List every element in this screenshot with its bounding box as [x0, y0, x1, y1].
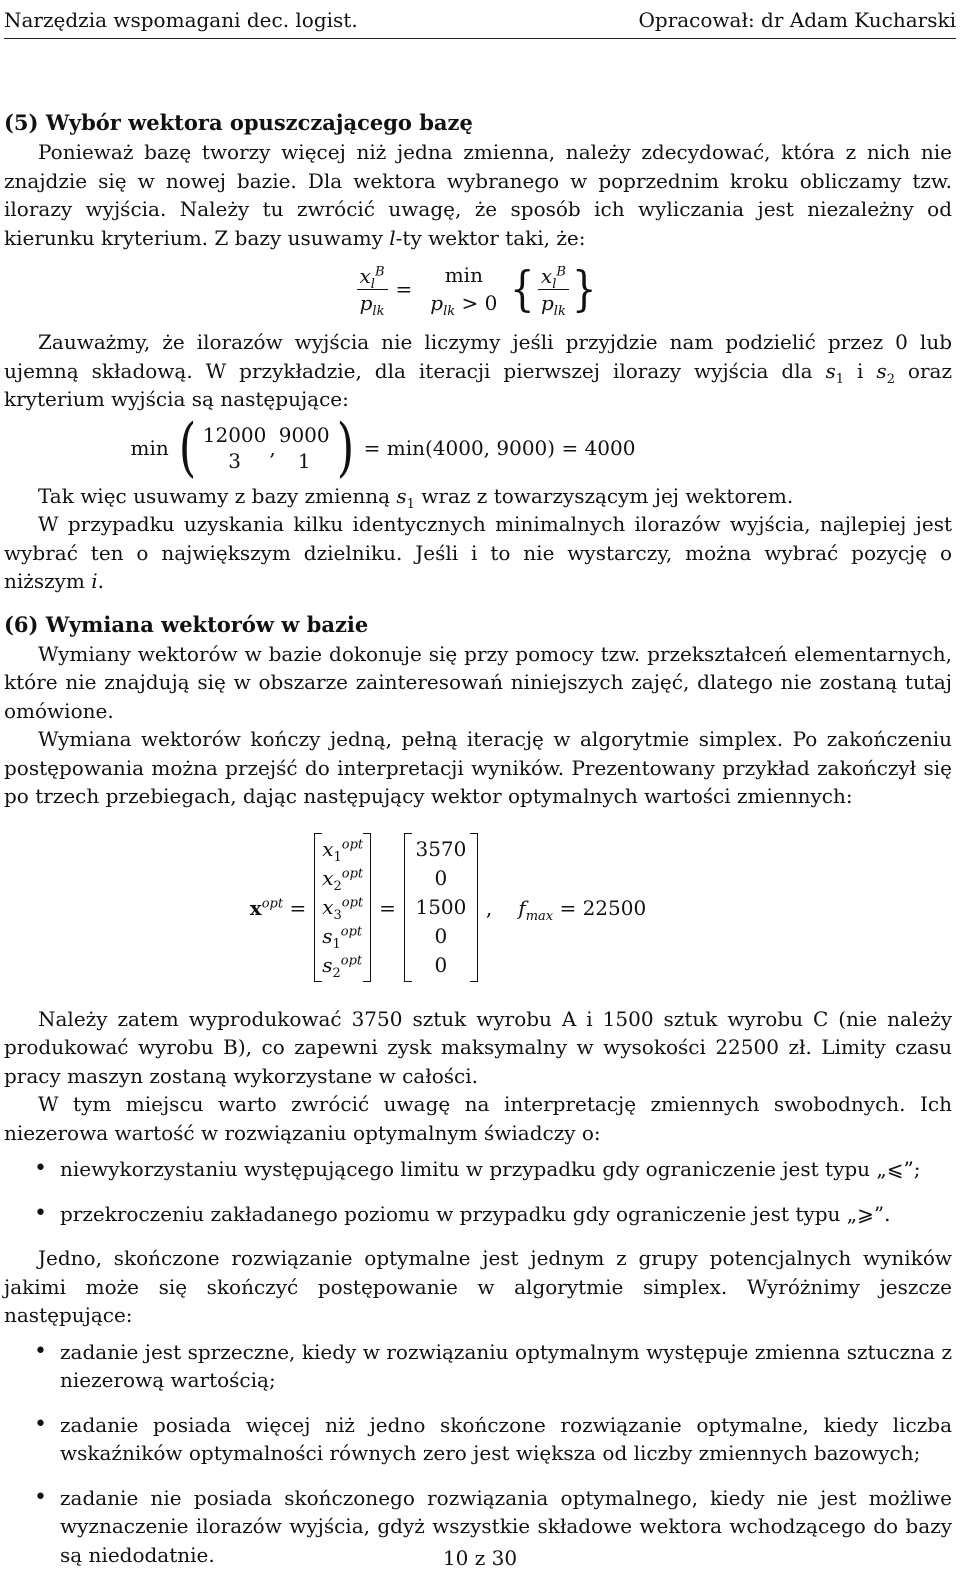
section-5-paragraph-3: Tak więc usuwamy z bazy zmienną $s_1$ wraz z towarzyszącym jej wektorem.: [38, 483, 794, 512]
variable-entry: $s_1^{opt}$: [322, 924, 363, 952]
list-item: • przekroczeniu zakładanego poziomu w przypadku gdy ograniczenie jest typu „⩾”.: [4, 1200, 952, 1229]
section-5-title: (5) Wybór wektora opuszczającego bazę: [4, 110, 473, 135]
section-6-paragraph-3: Należy zatem wyprodukować 3750 sztuk wyrobu A i 1500 sztuk wyrobu C (nie należy produkować wyrobu B), co zapewni zysk maksymalny w wysokości 22500 zł. Limity czasu pracy maszyn zostaną wykorzystane w całości.: [4, 1006, 952, 1088]
ratio-rhs: $\frac{x_l^B}{p_{lk}}$: [538, 263, 569, 316]
list-item: • zadanie posiada więcej niż jedno skończone rozwiązanie optymalne, kiedy liczba wskaźników optymalności równych zero jest większa od liczby zmiennych bazowych;: [4, 1411, 952, 1468]
page-content: [4, 108, 952, 1585]
optimal-vector-formula: $x^{opt}$ = $x_1^{opt}$ $x_2^{opt}$ $x_3^{opt}$ $s_1^{opt}$ $s_2^{opt}$ = 3570 0 1500 0 0 , $f_{max} = 22500$: [4, 823, 952, 993]
slack-interpretation-list: [4, 1155, 952, 1228]
section-6-paragraph-5: Jedno, skończone rozwiązanie optymalne jest jednym z grupy potencjalnych wyników jakimi może się skończyć postępowanie w algorytmie simplex. Wyróżnimy jeszcze następujące:: [4, 1246, 952, 1327]
header-left: Narzędzia wspomagani dec. logist.: [4, 8, 358, 32]
section-6-paragraph-1: Wymiany wektorów w bazie dokonuje się przy pomocy tzw. przekształceń elementarnych, które nie znajdują się w obszarze zainteresowań niniejszych zajęć, dlatego nie zostaną tutaj omówione.: [4, 641, 952, 723]
variable-entry: $x_2^{opt}$: [322, 866, 364, 894]
example-ratio-formula: min ( 12000 3 , 9000 1 ) = min(4000, 9000) = 4000: [130, 410, 636, 485]
variable-entry: $s_2^{opt}$: [322, 953, 363, 981]
list-item: • zadanie nie posiada skończonego rozwiązania optymalnego, kiedy nie jest możliwe wyznaczenie ilorazów wyjścia, gdyż wszystkie składowe wektora wchodzącego do bazy są niedodatnie.: [4, 1484, 952, 1570]
section-5-paragraph-4: W przypadku uzyskania kilku identycznych minimalnych ilorazów wyjścia, najlepiej jest wybrać ten o największym dzielniku. Jeśli i to nie wystarczy, można wybrać pozycję o niższym i.: [4, 512, 952, 593]
leaving-vector-formula: $\frac{x_l^B}{p_{lk}}$ = min $p_{lk} > 0$ { $\frac{x_l^B}{p_{lk}}$ }: [4, 256, 952, 322]
page-number: 10 z 30: [442, 1546, 518, 1570]
header-right: Opracował: dr Adam Kucharski: [638, 8, 956, 32]
section-6-title: (6) Wymiana wektorów w bazie: [4, 611, 369, 637]
section-5-paragraph-1: Ponieważ bazę tworzy więcej niż jedna zmienna, należy zdecydować, która z nich nie znajdzie się w nowej bazie. Dla wektora wybranego w poprzednim kroku obliczamy tzw. ilorazy wyjścia. Należy tu zwrócić uwagę, że sposób ich wyliczania jest niezależny od kierunku kryterium. Z bazy usuwamy l-ty wektor taki, że:: [4, 140, 952, 250]
section-5-paragraph-2: Zauważmy, że ilorazów wyjścia nie liczymy jeśli przyjdzie nam podzielić przez 0 lub ujemną składową. W przykładzie, dla iteracji pierwszej ilorazy wyjścia dla $s_1$ i $s_2$ oraz kryterium wyjścia są następujące:: [4, 330, 952, 411]
value-entry: 0: [434, 866, 448, 890]
variable-vector: [314, 833, 371, 982]
special-cases-list: [4, 1338, 952, 1570]
section-6-paragraph-2: Wymiana wektorów kończy jedną, pełną iterację w algorytmie simplex. Po zakończeniu postępowania można przejść do interpretacji wyników. Prezentowany przykład zakończył się po trzech przebiegach, dając następujący wektor optymalnych wartości zmiennych:: [4, 727, 952, 808]
value-entry: 3570: [415, 837, 467, 861]
value-vector: [404, 833, 478, 982]
section-6-paragraph-4: W tym miejscu warto zwrócić uwagę na interpretację zmiennych swobodnych. Ich niezerowa wartość w rozwiązaniu optymalnym świadczy o:: [4, 1092, 952, 1145]
ratio-lhs: $\frac{x_l^B}{p_{lk}}$: [357, 263, 388, 316]
variable-entry: $x_1^{opt}$: [322, 837, 364, 865]
list-item: • zadanie jest sprzeczne, kiedy w rozwiązaniu optymalnym występuje zmienna sztuczna z niezerową wartością;: [4, 1338, 952, 1395]
value-entry: 0: [434, 953, 448, 977]
value-entry: 0: [434, 924, 448, 948]
page-header: [4, 2, 956, 39]
value-entry: 1500: [415, 895, 467, 919]
min-operator: min $p_{lk} > 0$: [430, 263, 498, 319]
list-item: • niewykorzystaniu występującego limitu w przypadku gdy ograniczenie jest typu „⩽”;: [4, 1155, 952, 1184]
variable-entry: $x_3^{opt}$: [322, 895, 364, 923]
